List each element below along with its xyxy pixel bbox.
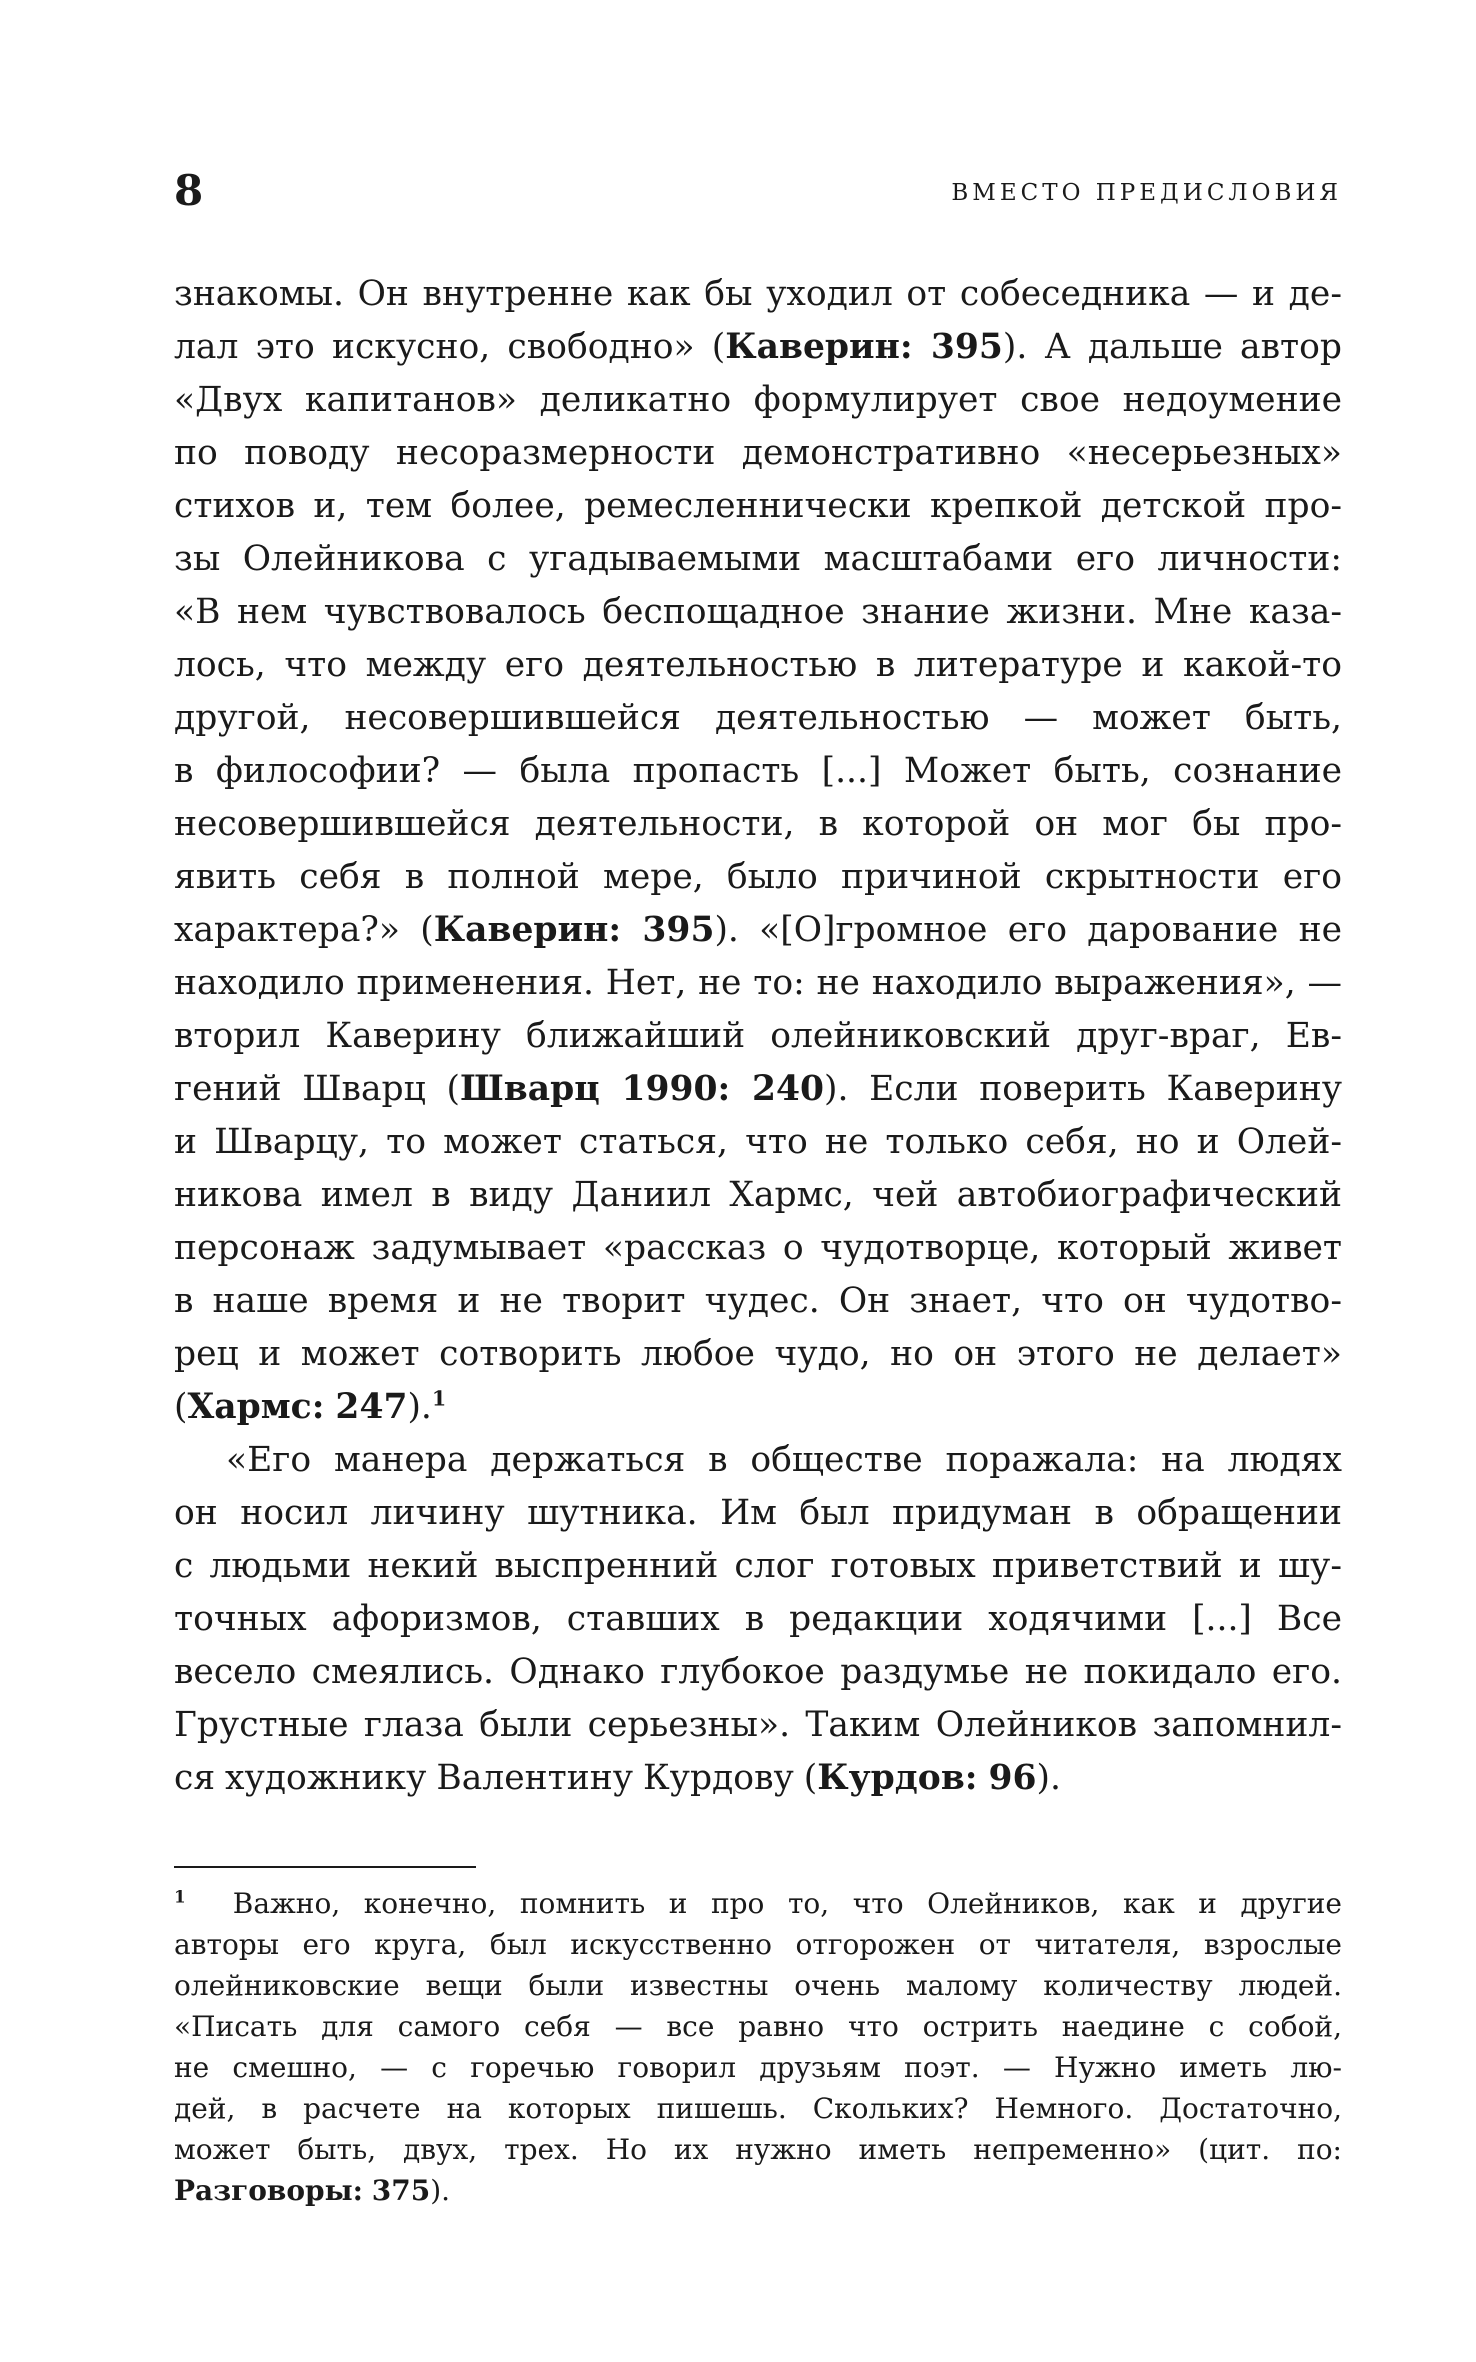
citation-reference: Курдов: 96	[817, 1758, 1037, 1798]
text-line: зы Олейникова с угадываемыми масштабами его личности:	[174, 539, 1342, 579]
text-line: гений Шварц (Шварц 1990: 240). Если поверить Каверину	[174, 1069, 1342, 1109]
text-line: Грустные глаза были серьезны». Таким Олейников запомнил-	[174, 1705, 1342, 1745]
footnote-divider	[174, 1866, 476, 1868]
footnote-line: Разговоры: 375).	[174, 2174, 451, 2207]
text-line: персонаж задумывает «рассказ о чудотворце, который живет	[174, 1228, 1342, 1268]
text-line: в наше время и не творит чудес. Он знает, что он чудотво-	[174, 1281, 1342, 1321]
text-line: в философии? — была пропасть [...] Может быть, сознание	[174, 751, 1342, 791]
footnote-number: 1	[174, 1886, 186, 1907]
citation-reference: Каверин: 395	[725, 327, 1003, 367]
text-line: «Двух капитанов» деликатно формулирует свое недоумение	[174, 380, 1342, 420]
running-head: ВМЕСТО ПРЕДИСЛОВИЯ	[951, 180, 1342, 206]
text-line: лал это искусно, свободно» (Каверин: 395). А дальше автор	[174, 327, 1342, 367]
text-line: рец и может сотворить любое чудо, но он этого не делает»	[174, 1334, 1342, 1374]
text-line: и Шварцу, то может статься, что не только себя, но и Олей-	[174, 1122, 1342, 1162]
page-number: 8	[174, 166, 204, 215]
text-line: несовершившейся деятельности, в которой он мог бы про-	[174, 804, 1342, 844]
text-line: по поводу несоразмерности демонстративно «несерьезных»	[174, 433, 1342, 473]
citation-reference: Шварц 1990: 240	[460, 1069, 824, 1109]
text-line: явить себя в полной мере, было причиной скрытности его	[174, 857, 1342, 897]
text-line: никова имел в виду Даниил Хармс, чей автобиографический	[174, 1175, 1342, 1215]
text-line: другой, несовершившейся деятельностью — может быть,	[174, 698, 1342, 738]
text-line: характера?» (Каверин: 395). «[О]громное его дарование не	[174, 910, 1342, 950]
text-line: «В нем чувствовалось беспощадное знание жизни. Мне каза-	[174, 592, 1342, 632]
citation-reference: Каверин: 395	[433, 910, 715, 950]
footnote	[174, 1883, 1342, 2211]
text-line: лось, что между его деятельностью в литературе и какой-то	[174, 645, 1342, 685]
text-line: стихов и, тем более, ремесленнически крепкой детской про-	[174, 486, 1342, 526]
text-line: знакомы. Он внутренне как бы уходил от собеседника — и де-	[174, 274, 1342, 314]
main-text	[174, 268, 1342, 1805]
text-line: весело смеялись. Однако глубокое раздумье не покидало его.	[174, 1652, 1342, 1692]
text-line: он носил личину шутника. Им был придуман в обращении	[174, 1493, 1342, 1533]
footnote-line: $^1$ Важно, конечно, помнить и про то, что Олейников, как и другие	[174, 1886, 1342, 1920]
footnote-line: олейниковские вещи были известны очень малому количеству людей.	[174, 1969, 1342, 2002]
text-line: точных афоризмов, ставших в редакции ходячими [...] Все	[174, 1599, 1342, 1639]
footnote-marker[interactable]: 1	[431, 1386, 447, 1411]
text-line: (Хармс: 247).$^1$	[174, 1386, 447, 1427]
citation-reference: Хармс: 247	[187, 1387, 408, 1427]
text-line: с людьми некий выспренний слог готовых приветствий и шу-	[174, 1546, 1342, 1586]
footnote-line: «Писать для самого себя — все равно что острить наедине с собой,	[174, 2010, 1342, 2043]
footnote-line: не смешно, — с горечью говорил друзьям поэт. — Нужно иметь лю-	[174, 2051, 1342, 2084]
text-line: ся художнику Валентину Курдову (Курдов: 96).	[174, 1758, 1061, 1798]
footnote-line: авторы его круга, был искусственно отгорожен от читателя, взрослые	[174, 1928, 1342, 1961]
text-line: «Его манера держаться в обществе поражала: на людях	[226, 1440, 1342, 1480]
text-line: находило применения. Нет, не то: не находило выражения», —	[174, 963, 1342, 1003]
text-line: вторил Каверину ближайший олейниковский друг-враг, Ев-	[174, 1016, 1342, 1056]
citation-reference: Разговоры: 375	[174, 2174, 431, 2207]
footnote-line: дей, в расчете на которых пишешь. Скольких? Немного. Достаточно,	[174, 2092, 1342, 2125]
footnote-line: может быть, двух, трех. Но их нужно иметь непременно» (цит. по:	[174, 2133, 1342, 2166]
